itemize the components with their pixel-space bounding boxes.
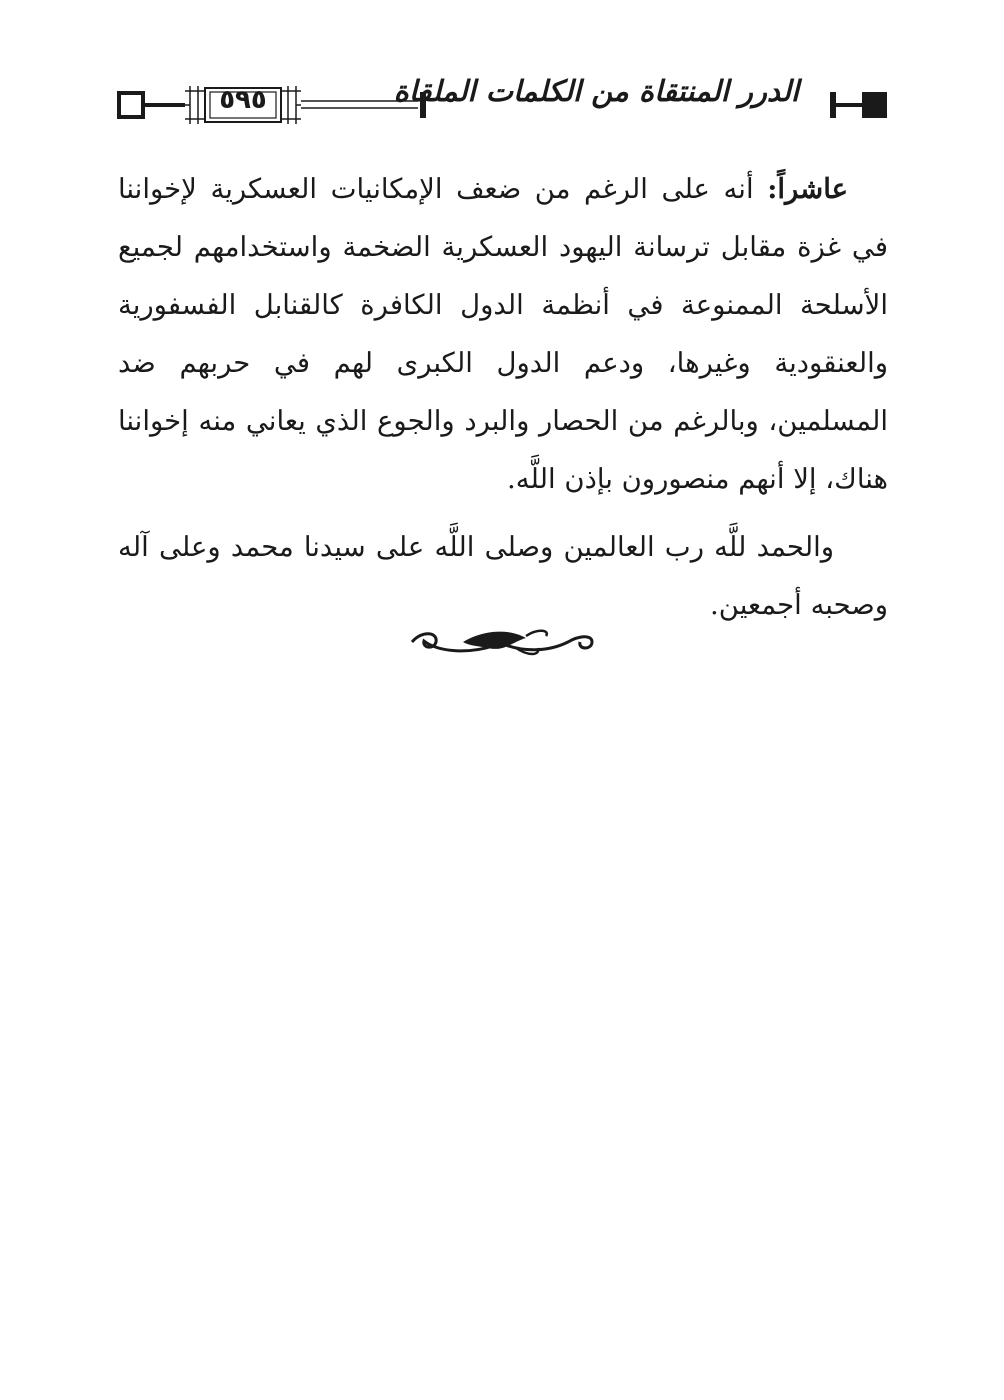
point-ten-heading: عاشراً: bbox=[767, 173, 848, 205]
point-ten-text: أنه على الرغم من ضعف الإمكانيات العسكرية لإخواننا في غزة مقابل ترسانة اليهود العسكرية الضخمة واستخدامهم لجميع الأسلحة الممنوعة في أنظمة الدول الكافرة كالقنابل الفسفورية والعنقودية وغيرها، ودعم الدول الكبرى لهم في حربهم ضد المسلمين، وبالرغم من الحصار والبرد والجوع الذي يعاني منه إخواننا هناك، إلا أنهم منصورون بإذن اللَّه. bbox=[118, 173, 888, 495]
end-flourish-icon bbox=[408, 622, 598, 658]
book-title: الدرر المنتقاة من الكلمات الملقاة bbox=[393, 74, 799, 108]
page-number: ٥٩٥ bbox=[219, 85, 267, 115]
paragraph-point-ten bbox=[118, 160, 888, 508]
page-header bbox=[0, 74, 1004, 136]
closing-paragraph: والحمد للَّه رب العالمين وصلى اللَّه على سيدنا محمد وعلى آله وصحبه أجمعين. bbox=[118, 531, 888, 621]
page-content bbox=[118, 160, 888, 634]
